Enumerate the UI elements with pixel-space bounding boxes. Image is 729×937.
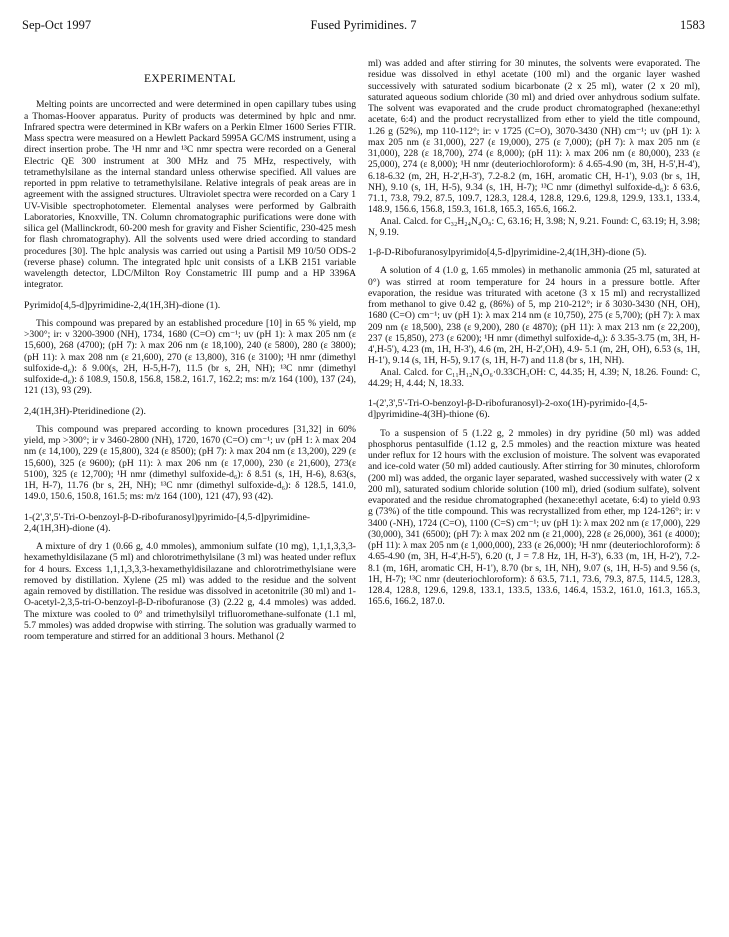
compound-5-analysis: Anal. Calcd. for C₁₁H₁₂N₄O₆·0.33CH₃OH: C, 44.35; H, 4.39; N, 18.26. Found: C, 44.29; H, 4.44; N, 18.33. (368, 366, 700, 389)
compound-6-title: 1-(2',3',5'-Tri-O-benzoyl-β-D-ribofuranosyl)-2-oxo(1H)-pyrimido-[4,5-d]pyrimidine-4(3H)-thione (6). (368, 398, 648, 421)
compound-4-analysis: Anal. Calcd. for C₃₂H₂₄N₄O₉: C, 63.16; H, 3.98; N, 9.21. Found: C, 63.19; H, 3.98; N, 9.19. (368, 215, 700, 238)
compound-1-paragraph: This compound was prepared by an established procedure [10] in 65 % yield, mp >300°; ir: ν 3200-3900 (NH), 1734, 1680 (C=O) cm⁻¹; uv (pH 1): λ max 205 nm (ε 15,600), 268 (4700); (pH 7): λ max 206 nm (ε 18,100), 240 (ε 5800), 280 (ε 3800); (pH 11): λ max 208 nm (ε 21,600), 270 (ε 13,800), 316 (ε 3100); ¹H nmr (dimethyl sulfoxide-d₆): δ 9.00(s, 2H, H-5,H-7), 11.5 (br s, 2H, NH); ¹³C nmr (dimethyl sulfoxide-d₆): δ 108.9, 150.8, 156.8, 158.2, 161.7, 162.2; ms: m/z 164 (100), 137 (24), 121 (13), 93 (29). (24, 317, 356, 397)
compound-5-paragraph: A solution of 4 (1.0 g, 1.65 mmoles) in methanolic ammonia (25 ml, saturated at 0°) was stirred at room temperature for 24 hours in a pressure bottle. After evaporation, the residue was triturated with acetone (3 x 15 ml) and recrystallized from methanol to give 0.42 g, (86%) of 5, mp 210-212°; ir δ 3030-3430 (NH, OH), 1680 (C=O) cm⁻¹; uv (pH 1): λ max 214 nm (ε 10,750), 275 (ε 5,700); (pH 7): λ max 209 nm (ε 18,500), 238 (ε 9,200), 280 (ε 4870); (pH 11): λ max 213 nm (ε 22,200), 237 (ε 15,850), 273 (ε 6200); ¹H nmr (dimethyl sulfoxide-d₆): δ 3.35-3.75 (m, 3H, H-4',H-5'), 4.23 (m, 1H, H-3'), 4.6 (m, 2H, H-2',OH), 4.9- 5.1 (m, 2H, OH), 6.53 (s, 1H, H-1'), 9.14 (s, 1H, H-5), 9.17 (s, 1H, H-7) and 11.8 (br s, 1H, NH). (368, 265, 700, 367)
compound-1-title: Pyrimido[4,5-d]pyrimidine-2,4(1H,3H)-dione (1). (24, 299, 221, 311)
running-title: Fused Pyrimidines. 7 (310, 18, 417, 32)
compound-5-title: 1-β-D-Ribofuranosylpyrimido[4,5-d]pyrimidine-2,4(1H,3H)-dione (5). (368, 247, 647, 258)
page-header (22, 18, 705, 36)
left-column (24, 58, 356, 642)
page-number: 1583 (680, 18, 705, 32)
right-column (368, 58, 700, 608)
section-heading: EXPERIMENTAL (143, 73, 237, 85)
compound-2-title: 2,4(1H,3H)-Pteridinedione (2). (24, 405, 146, 417)
journal-date: Sep-Oct 1997 (22, 18, 92, 32)
compound-4-continued-paragraph: ml) was added and after stirring for 30 minutes, the solvents were evaporated. The residue was dissolved in ethyl acetate (100 ml) and the organic layer washed successively with saturated sodium bicarbonate (2 x 25 ml), water (2 x 20 ml), saturated aqueous sodium chloride (30 ml) and dried over anhydrous sodium sulfate. The solvent was evaporated and the crude product chromatographed (hexane:ethyl acetate, 6:4) and the product recrystallized from ether to yield the title compound, 1.26 g (52%), mp 110-112°; ir: ν 1725 (C=O), 3070-3430 (NH) cm⁻¹; uv (pH 1): λ max 205 nm (ε 31,000), 227 (ε 19,000), 275 (ε 7,000); (pH 7): λ max 205 nm (ε 31,000), 228 (ε 18,700), 274 (ε 8,000); (pH 11): λ max 206 nm (ε 80,000), 233 (ε 25,000), 274 (ε 8,000); ¹H nmr (deuteriochloroform): δ 4.65-4.90 (m, 3H, H-5',H-4'), 6.18-6.32 (m, 2H, H-2',H-3'), 7.2-8.2 (m, 16H, aromatic CH, H-1'), 9.03 (br s, 1H, NH), 9.10 (s, 1H, H-5), 9.34 (s, 1H, H-7); ¹³C nmr (dimethyl sulfoxide-d₆): δ 63.6, 71.1, 73.8, 79.2, 87.5, 109.7, 128.3, 128.4, 128.8, 129.6, 129.8, 129.9, 133.1, 133.4, 148.9, 156.6, 156.8, 159.3, 161.8, 165.3, 165.6, 166.2. (368, 58, 700, 216)
general-methods-paragraph: Melting points are uncorrected and were determined in open capillary tubes using a Thomas-Hoover apparatus. Purity of products was determined by hplc and nmr. Infrared spectra were determined in KBr wafers on a Perkin Elmer 1600 Series FTIR. Mass spectra were measured on a Hewlett Packard 5995A GC/MS instrument, using a direct insertion probe. The ¹H nmr and ¹³C nmr spectra were recorded on a General Electric QE 300 instrument at 300 MHz and 75 MHz, respectively, with tetramethylsilane as the internal standard unless otherwise specified. All values are reported in ppm relative to tetramethylsilane. Relative integrals of peak areas are in agreement with the assigned structures. Ultraviolet spectra were recorded on a Cary 1 UV-Visible spectrophotometer. Elemental analyses were performed by Galbraith Laboratories, Knoxville, TN. Column chromatographic purifications were done with silica gel (Mallinckrodt, 60-200 mesh for gravity and Fisher Scientific, 230-425 mesh for flash chromatography). All the solvents used were dried according to standard procedures [30]. The hplc analysis was carried out using a Partisil M9 10/50 ODS-2 (reverse phase) column. The integrated hplc unit consists of a LKB 2151 variable wavelength detector, LDC/Milton Roy Constametric III pump and a HP 3396A integrator. (24, 99, 356, 291)
compound-4-paragraph: A mixture of dry 1 (0.66 g, 4.0 mmoles), ammonium sulfate (10 mg), 1,1,1,3,3,3-hexamethyldisilazane (5 ml) and chlorotrimethylsilane (3 ml) was heated under reflux for 4 hours. Excess 1,1,1,3,3,3-hexamethyldisilazane and chlorotrimethylsiane were removed by distillation. Xylene (25 ml) was added to the residue and the solvent again removed by distillation. The residue was dissolved in acetonitrile (30 ml) and 1-O-acetyl-2,3,5-tri-O-benzoyl-β-D-ribofuranose (3) (2.22 g, 4.4 mmoles) was added. The mixture was cooled to 0° and trimethylsilyl trifluoromethane-sulfonate (1.1 ml, 5.7 mmoles) was added dropwise with stirring. The solution was gradually warmed to room temperature and stirred for an additional 3 hours. Methanol (2 (24, 541, 356, 642)
compound-2-paragraph: This compound was prepared according to known procedures [31,32] in 60% yield, mp >300°; ir ν 3460-2800 (NH), 1720, 1670 (C=O) cm⁻¹; uv (pH 1: λ max 204 nm (ε 14,100), 229 (ε 15,800), 324 (ε 8500); (pH 7): λ max 204 nm (ε 13,200), 229 (ε 15,600), 325 (ε 9600); (pH 11): λ max 206 nm (ε 17,000), 230 (ε 21,600), 273(ε 5100), 325 (ε 12,700); ¹H nmr (dimethyl sulfoxide-d₆): δ 8.51 (s, 1H, H-6), 8.63(s, 1H, H-7), 11.76 (br s, 2H, NH); ¹³C nmr (dimethyl sulfoxide-d₆): δ 128.5, 141.0, 149.0, 150.6, 150.8, 161.5; ms: m/z 164 (100), 121 (47), 93 (42). (24, 423, 356, 503)
compound-4-title: 1-(2',3',5'-Tri-O-benzoyl-β-D-ribofuranosyl)pyrimido-[4,5-d]pyrimidine-2,4(1H,3H)-dione (4). (24, 511, 311, 534)
compound-6-paragraph: To a suspension of 5 (1.22 g, 2 mmoles) in dry pyridine (50 ml) was added phosphorus pentasulfide (1.12 g, 2.5 mmoles) and the reaction mixture was heated under reflux for 12 hours with the exclusion of moisture. The solvent was evaporated and ice-cold water (50 ml) added cautiously. After stirring for 30 minutes, chloroform (200 ml) was added, the organic layer separated, washed successively with water (2 x 200 ml), saturated sodium chloride solution (100 ml), dried (sodium sulfate), solvent evaporated and the residue chromatographed (hexane:ethyl acetate, 6:4) to yield 0.93 g (73%) of the title compound. This was recrystallized from ether, mp 124-126°; ir: ν 3400 (-NH), 1724 (C=O), 1100 (C=S) cm⁻¹; uv (pH 1): λ max 202 nm (ε 17,000), 229 (30,000), 341 (6500); (pH 7): λ max 202 nm (ε 21,000), 228 (ε 26,000), 361 (ε 4000); (pH 11): λ max 205 nm (ε 1,000,000), 233 (ε 26,000); ¹H nmr (deuteriochloroform): δ 4.65-4.90 (m, 3H, H-4',H-5'), 6.20 (t, J = 7.8 Hz, 1H, H-3'), 6.33 (m, 1H, H-2'), 7.2-8.1 (m, 16H, aromatic CH, H-1'), 8.70 (br s, 1H, NH), 9.07 (s, 1H, H-5) and 9.56 (s, 1H, H-7); ¹³C nmr (deuteriochloroform): δ 63.5, 71.1, 73.6, 79.3, 87.5, 114.5, 128.3, 128.4, 128.8, 129.6, 129.8, 133.1, 133.5, 133.6, 146.4, 153.2, 161.0, 161.3, 165.3, 165.6, 166.2, 187.0. (368, 427, 700, 608)
